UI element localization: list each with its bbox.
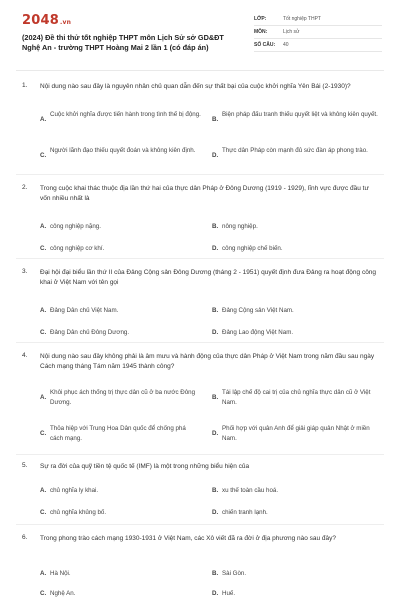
- meta-count-row: [254, 39, 382, 52]
- meta-class-value[interactable]: Tốt nghiệp THPT: [283, 16, 321, 22]
- question-divider: [16, 258, 384, 259]
- question-number: 1.: [22, 82, 28, 89]
- question-number: 2.: [22, 184, 28, 191]
- question-number: 6.: [22, 534, 28, 541]
- question-text: Sự ra đời của quỹ tiền tệ quốc tế (IMF) là một trong những biểu hiện của: [40, 463, 250, 470]
- exam-title: (2024) Đề thi thử tốt nghiệp THPT môn Lịch Sử sở GD&ĐT Nghệ An - trường THPT Hoàng Mai 2 lần 1 (có đáp án): [22, 33, 224, 52]
- question-text: Trong cuộc khai thác thuộc địa lần thứ hai của thực dân Pháp ở Đông Dương (1919 - 1929), lĩnh vực được đầu tư vốn nhiều nhất là: [40, 185, 369, 202]
- question-5: 5. Sự ra đời của quỹ tiền tệ quốc tế (IMF) là một trong những biểu hiện của A. chủ nghĩa ly khai. B. xu thế toàn cầu hoá. C. chủ nghĩa khủng bố. D. chiến tranh lạnh.: [22, 462, 382, 522]
- meta-class-label: LỚP:: [254, 16, 267, 22]
- question-2: 2. Trong cuộc khai thác thuộc địa lần thứ hai của thực dân Pháp ở Đông Dương (1919 - 1929), lĩnh vực được đầu tư vốn nhiều nhất là A. công nghiệp nặng. B. nông nghiệp. C. công nghiệp cơ khí. D. công nghiệp chế biến.: [22, 184, 382, 256]
- question-1: 1. Nội dung nào sau đây là nguyên nhân chủ quan dẫn đến sự thất bại của cuộc khởi nghĩa Yên Bái (2-1930)? A. Cuộc khởi nghĩa được tiến hành trong tình thế bị động. B. Biện pháp đấu tranh thiếu quyết liệt và không kiên quyết. C. Người lãnh đạo thiếu quyết đoán và không kiên định. D. Thực dân Pháp còn mạnh đủ sức đàn áp phong trào.: [22, 82, 382, 172]
- question-text: Nội dung nào sau đây là nguyên nhân chủ quan dẫn đến sự thất bại của cuộc khởi nghĩa Yên Bái (2-1930)?: [40, 83, 351, 90]
- question-3: 3. Đại hội đại biểu lần thứ II của Đảng Cộng sản Đông Dương (tháng 2 - 1951) quyết định đưa Đảng ra hoạt động công khai ở Việt Nam với tên gọi A. Đảng Dân chủ Việt Nam. B. Đảng Cộng sản Việt Nam. C. Đảng Dân chủ Đông Dương. D. Đảng Lao động Việt Nam.: [22, 268, 382, 340]
- question-divider: [16, 524, 384, 525]
- site-logo[interactable]: 2048.vn: [22, 13, 72, 28]
- meta-subject-row: [254, 26, 382, 39]
- header-divider: [16, 70, 384, 71]
- question-text: Trong phong trào cách mạng 1930-1931 ở Việt Nam, các Xô viết đã ra đời ở địa phương nào sau đây?: [40, 535, 337, 542]
- question-divider: [16, 342, 384, 343]
- question-divider: [16, 174, 384, 175]
- question-text: Nội dung nào sau đây không phải là âm mưu và hành động của thực dân Pháp ở Việt Nam trong năm đầu sau ngày Cách mạng tháng Tám năm 1945 thành công?: [40, 353, 375, 370]
- question-4: 4. Nội dung nào sau đây không phải là âm mưu và hành động của thực dân Pháp ở Việt Nam trong năm đầu sau ngày Cách mạng tháng Tám năm 1945 thành công? A. Khôi phục ách thống trị thực dân cũ ở ba nước Đông Dương. B. Tái lập chế độ cai trị của chủ nghĩa thực dân cũ ở Việt Nam. C. Thỏa hiệp với Trung Hoa Dân quốc để chống phá cách mạng. D. Phối hợp với quân Anh để giải giáp quân Nhật ở miền Nam.: [22, 352, 382, 452]
- meta-class-row: [254, 13, 382, 26]
- question-number: 5.: [22, 462, 28, 469]
- meta-count-label: SỐ CÂU:: [254, 42, 276, 48]
- exam-meta: [254, 13, 382, 52]
- meta-subject-label: MÔN:: [254, 29, 268, 35]
- question-6: 6. Trong phong trào cách mạng 1930-1931 ở Việt Nam, các Xô viết đã ra đời ở địa phương nào sau đây? A. Hà Nội. B. Sài Gòn. C. Nghệ An. D. Huế.: [22, 534, 382, 600]
- question-number: 3.: [22, 268, 28, 275]
- page-header: [0, 0, 400, 64]
- question-number: 4.: [22, 352, 28, 359]
- meta-subject-value[interactable]: Lịch sử: [283, 29, 300, 35]
- question-divider: [16, 454, 384, 455]
- meta-count-value: 40: [283, 42, 289, 48]
- question-text: Đại hội đại biểu lần thứ II của Đảng Cộng sản Đông Dương (tháng 2 - 1951) quyết định đưa Đảng ra hoạt động công khai ở Việt Nam với tên gọi: [40, 269, 377, 286]
